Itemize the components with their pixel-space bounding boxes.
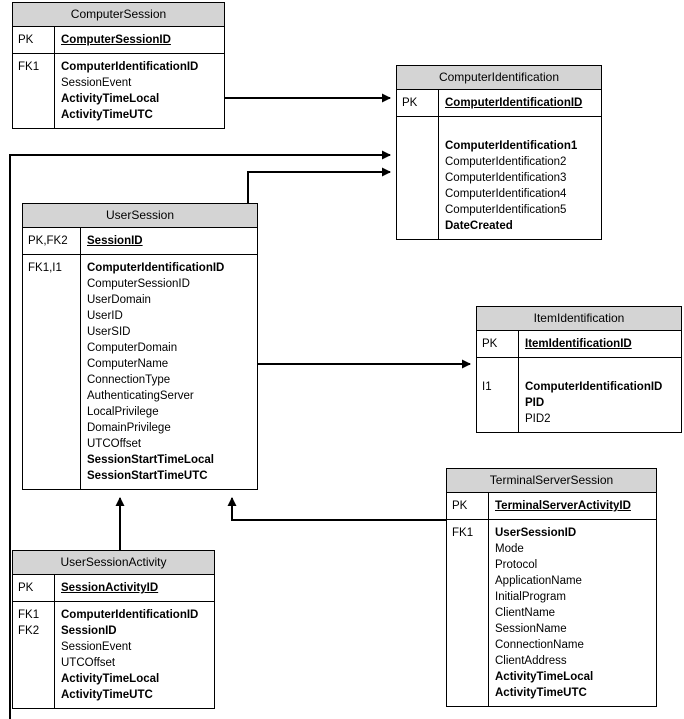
attribute: Protocol	[495, 559, 538, 571]
key-label: PK	[452, 500, 468, 512]
attribute-column	[55, 575, 214, 601]
key-label: FK1	[452, 527, 474, 539]
entity-title: UserSessionActivity	[13, 551, 214, 575]
attribute: ConnectionType	[87, 374, 171, 386]
attribute-column	[519, 331, 681, 357]
pk-section	[397, 90, 601, 117]
pk-section	[477, 331, 681, 358]
attribute-column	[81, 228, 257, 254]
key-label: PK,FK2	[28, 235, 68, 247]
key-column	[13, 54, 55, 128]
key-column	[23, 255, 81, 489]
attribute: SessionEvent	[61, 641, 132, 653]
attribute: ClientAddress	[495, 655, 567, 667]
attribute: PID	[525, 397, 545, 409]
entity-computer-identification[interactable]	[396, 65, 602, 240]
entity-terminal-server-session[interactable]	[446, 468, 657, 707]
attribute: UTCOffset	[61, 657, 116, 669]
attribute-column	[439, 117, 601, 239]
attribute: UserSID	[87, 326, 131, 338]
attribute: ApplicationName	[495, 575, 582, 587]
spacer	[525, 363, 677, 379]
attribute: Mode	[495, 543, 524, 555]
attribute: ActivityTimeLocal	[495, 671, 594, 683]
attribute-column	[81, 255, 257, 489]
attribute: ComputerIdentification4	[445, 188, 567, 200]
attribute: SessionEvent	[61, 77, 132, 89]
spacer	[482, 363, 518, 379]
attribute: ComputerIdentificationID	[525, 381, 663, 393]
attribute: UserID	[87, 310, 123, 322]
entity-title: ComputerSession	[13, 3, 224, 27]
attribute: SessionID	[61, 625, 117, 637]
attribute: ComputerIdentification3	[445, 172, 567, 184]
key-column	[13, 602, 55, 708]
attribute: ComputerIdentification5	[445, 204, 567, 216]
pk-section	[13, 575, 214, 602]
key-column	[447, 520, 489, 706]
key-label: PK	[482, 338, 498, 350]
attribute: ComputerIdentificationID	[445, 97, 583, 109]
attribute: ItemIdentificationID	[525, 338, 632, 350]
spacer	[445, 122, 597, 138]
attribute: DomainPrivilege	[87, 422, 171, 434]
attribute-section	[13, 54, 224, 128]
attribute: ActivityTimeLocal	[61, 93, 160, 105]
attribute: ComputerDomain	[87, 342, 178, 354]
key-column	[447, 493, 489, 519]
attribute: ComputerIdentificationID	[61, 609, 199, 621]
attribute-section	[23, 255, 257, 489]
entity-title: ItemIdentification	[477, 307, 681, 331]
key-label: FK1	[18, 609, 40, 621]
entity-title: UserSession	[23, 204, 257, 228]
attribute: ComputerSessionID	[87, 278, 190, 290]
attribute: ComputerSessionID	[61, 34, 171, 46]
entity-title: ComputerIdentification	[397, 66, 601, 90]
key-label: PK	[402, 97, 418, 109]
attribute: ComputerIdentificationID	[87, 262, 225, 274]
key-label: FK2	[18, 625, 40, 637]
attribute: ConnectionName	[495, 639, 584, 651]
attribute-section	[447, 520, 656, 706]
entity-title: TerminalServerSession	[447, 469, 656, 493]
attribute: ComputerIdentificationID	[61, 61, 199, 73]
attribute: DateCreated	[445, 220, 513, 232]
attribute: SessionStartTimeUTC	[87, 470, 208, 482]
attribute: ActivityTimeUTC	[495, 687, 587, 699]
attribute: PID2	[525, 413, 551, 425]
attribute: SessionName	[495, 623, 567, 635]
attribute: SessionActivityID	[61, 582, 159, 594]
attribute-column	[55, 54, 224, 128]
attribute: SessionStartTimeLocal	[87, 454, 214, 466]
key-label: FK1,I1	[28, 262, 62, 274]
key-column	[23, 228, 81, 254]
key-column	[13, 27, 55, 53]
entity-item-identification[interactable]	[476, 306, 682, 433]
key-label: I1	[482, 381, 492, 393]
attribute-section	[13, 602, 214, 708]
attribute-column	[519, 358, 681, 432]
attribute: ComputerIdentification1	[445, 140, 578, 152]
key-column	[477, 358, 519, 432]
attribute: TerminalServerActivityID	[495, 500, 631, 512]
attribute: UserSessionID	[495, 527, 577, 539]
line-terminalserversession-to-usersession	[232, 498, 446, 520]
line-usersession-to-computeridentification	[248, 172, 390, 205]
key-label: PK	[18, 34, 34, 46]
attribute: AuthenticatingServer	[87, 390, 194, 402]
attribute: UserDomain	[87, 294, 151, 306]
entity-computer-session[interactable]	[12, 2, 225, 129]
pk-section	[447, 493, 656, 520]
attribute: UTCOffset	[87, 438, 142, 450]
attribute: ActivityTimeUTC	[61, 689, 153, 701]
entity-user-session-activity[interactable]	[12, 550, 215, 709]
key-column	[13, 575, 55, 601]
attribute-column	[439, 90, 601, 116]
attribute: LocalPrivilege	[87, 406, 159, 418]
attribute-column	[55, 27, 224, 53]
attribute-column	[489, 520, 656, 706]
key-column	[397, 90, 439, 116]
attribute-section	[477, 358, 681, 432]
attribute: ComputerIdentification2	[445, 156, 567, 168]
attribute: ActivityTimeUTC	[61, 109, 153, 121]
attribute: InitialProgram	[495, 591, 566, 603]
key-label: FK1	[18, 61, 40, 73]
entity-user-session[interactable]	[22, 203, 258, 490]
key-column	[397, 117, 439, 239]
attribute: ComputerName	[87, 358, 169, 370]
key-column	[477, 331, 519, 357]
pk-section	[23, 228, 257, 255]
attribute-section	[397, 117, 601, 239]
attribute-column	[489, 493, 656, 519]
attribute: SessionID	[87, 235, 143, 247]
attribute-column	[55, 602, 214, 708]
key-label: PK	[18, 582, 34, 594]
attribute: ActivityTimeLocal	[61, 673, 160, 685]
pk-section	[13, 27, 224, 54]
attribute: ClientName	[495, 607, 556, 619]
